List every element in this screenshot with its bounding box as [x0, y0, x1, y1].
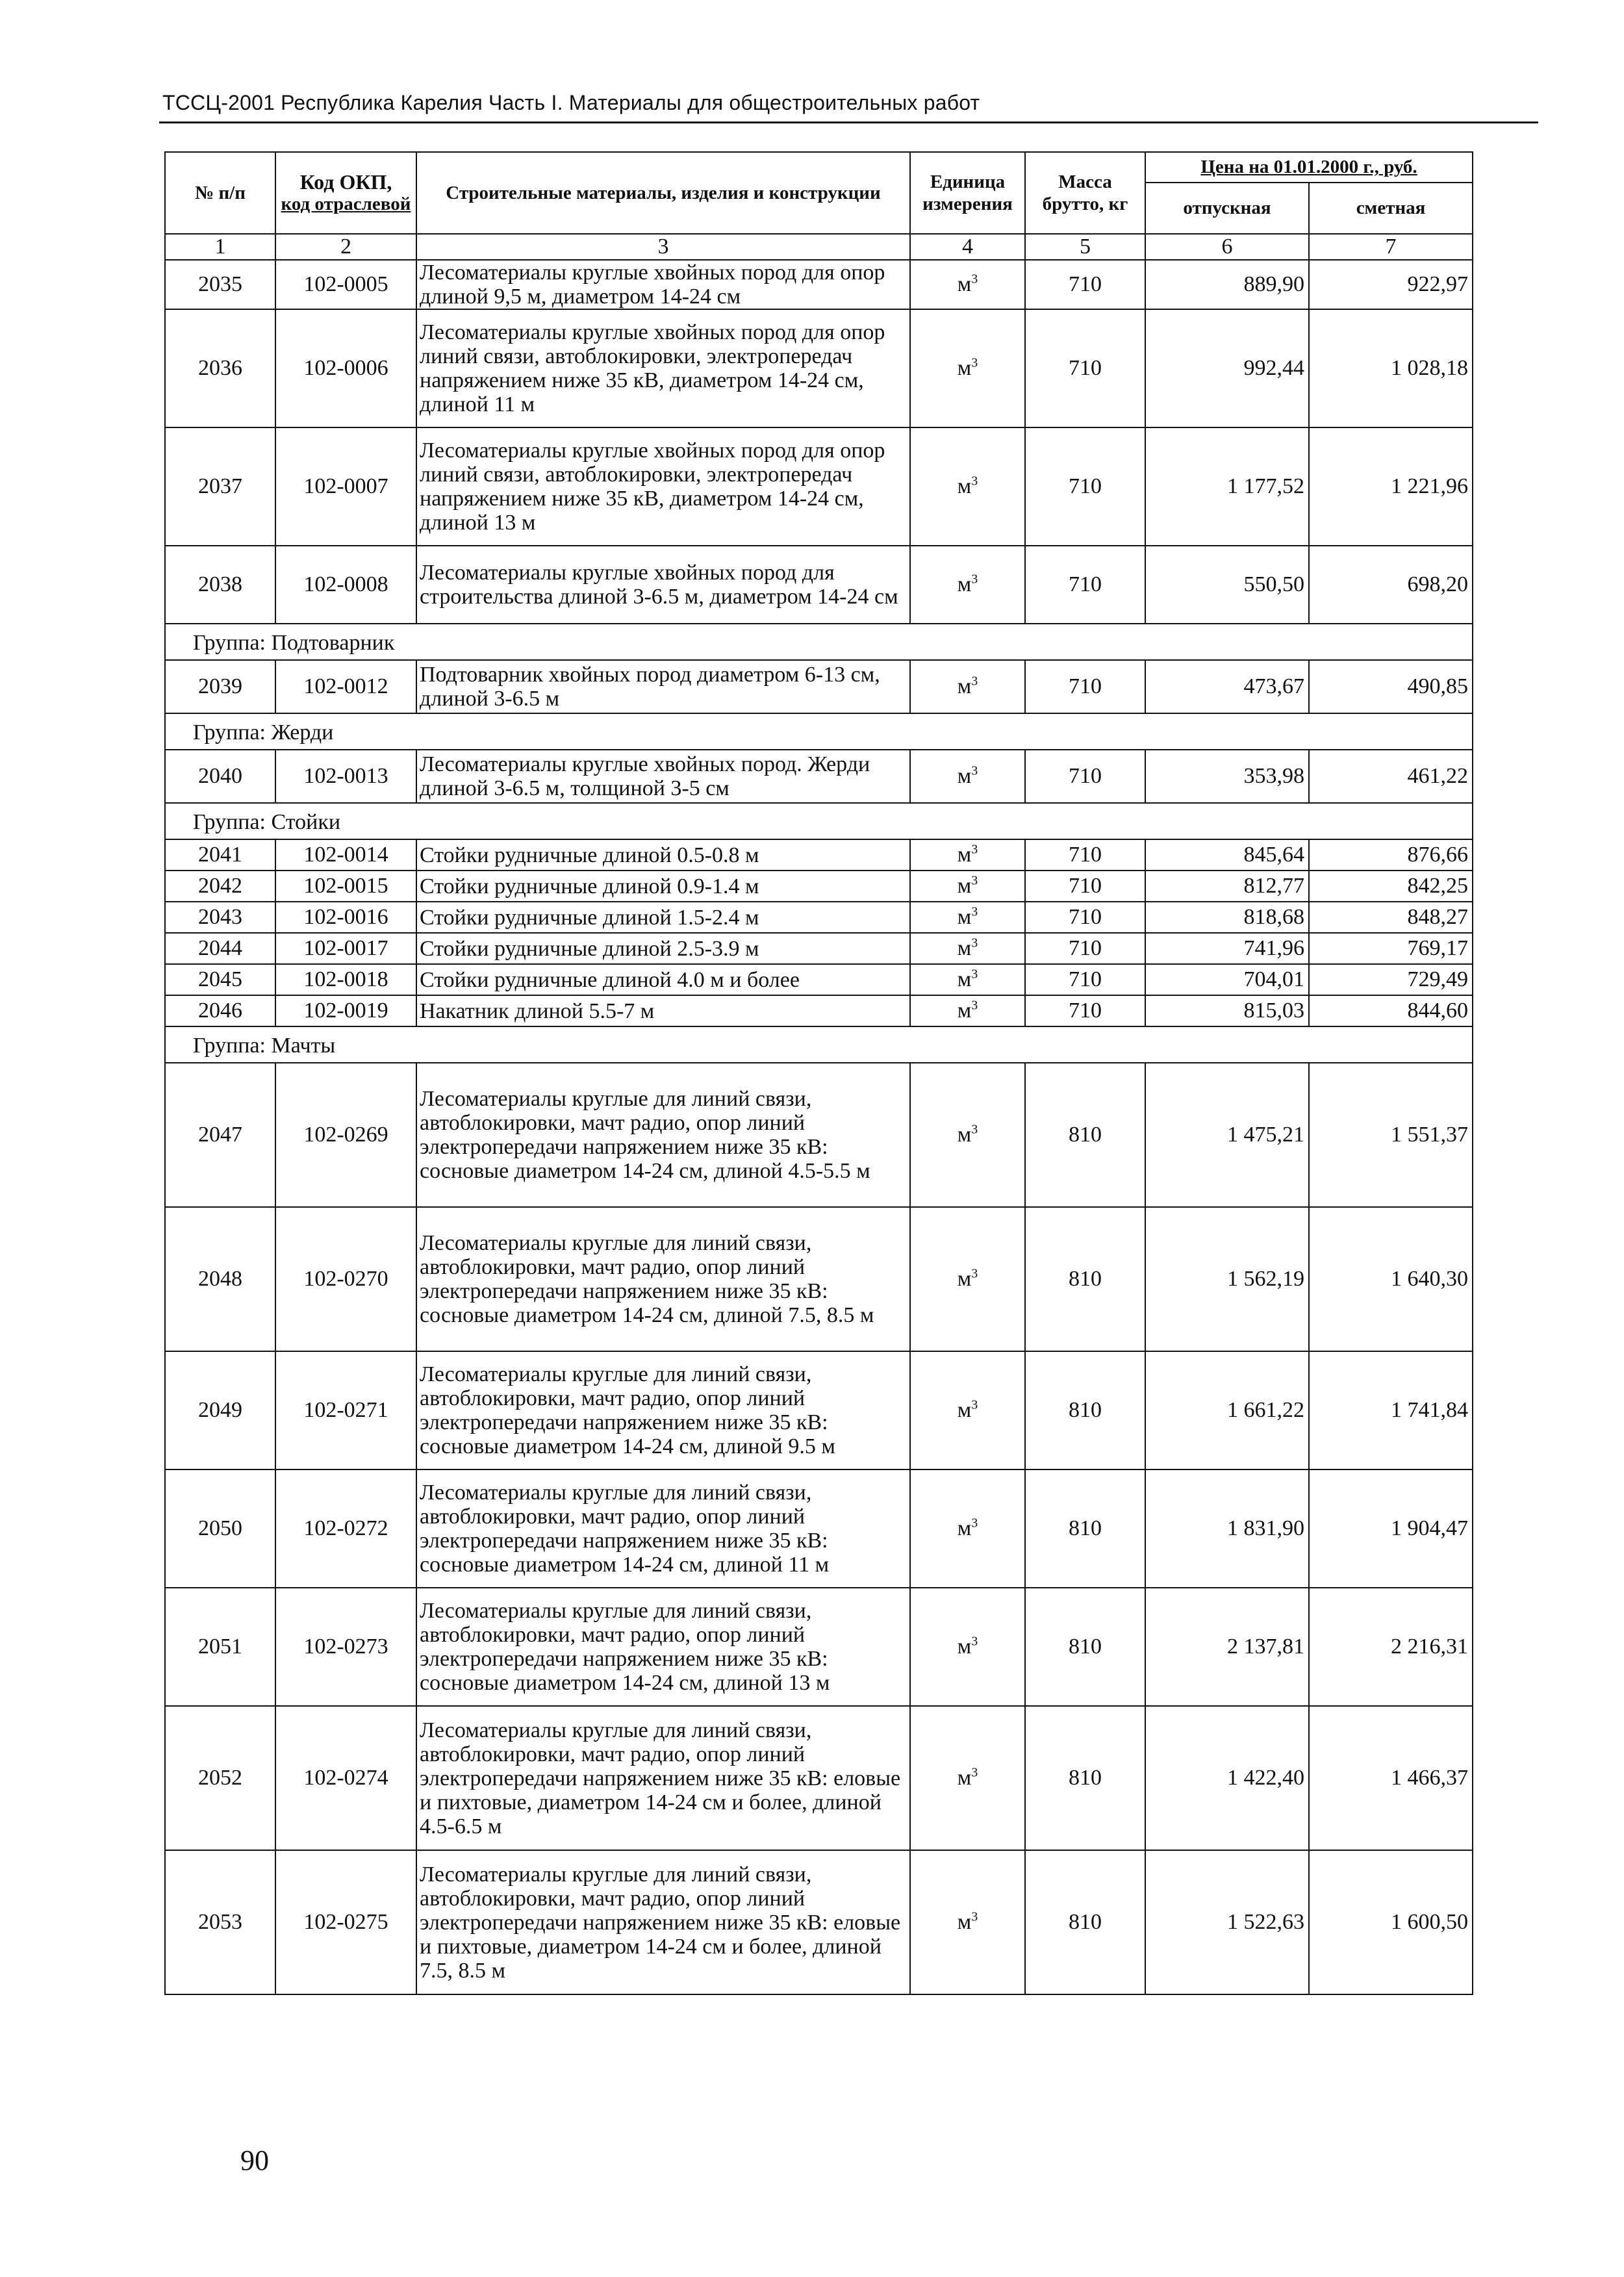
unit-cell	[910, 660, 1025, 713]
price-estimate-cell: 876,66	[1309, 839, 1473, 871]
price-release-cell: 889,90	[1145, 260, 1309, 309]
row-number: 2052	[165, 1706, 275, 1850]
price-estimate-cell: 1 551,37	[1309, 1063, 1473, 1207]
price-release-cell: 1 422,40	[1145, 1706, 1309, 1850]
mass-cell: 710	[1025, 995, 1145, 1026]
mass-cell: 710	[1025, 933, 1145, 964]
mass-cell: 710	[1025, 427, 1145, 546]
unit-label: м	[957, 936, 972, 960]
row-number: 2047	[165, 1063, 275, 1207]
material-name: Лесоматериалы круглые для линий связи, автоблокировки, мачт радио, опор линий электропередачи напряжением ниже 35 кВ: еловые и пихтовые, диаметром 14-24 см и более, длиной 7.5, 8.5 м	[416, 1850, 910, 1994]
unit-cell	[910, 995, 1025, 1026]
price-estimate-cell: 1 600,50	[1309, 1850, 1473, 1994]
price-release-cell: 1 831,90	[1145, 1469, 1309, 1588]
unit-cell	[910, 1706, 1025, 1850]
header-price: Цена на 01.01.2000 г., руб.	[1145, 152, 1473, 183]
column-index: 5	[1025, 234, 1145, 260]
price-release-cell: 992,44	[1145, 309, 1309, 427]
price-release-cell: 815,03	[1145, 995, 1309, 1026]
row-number: 2051	[165, 1588, 275, 1706]
okp-code: 102-0013	[275, 750, 416, 803]
okp-code: 102-0006	[275, 309, 416, 427]
okp-code: 102-0016	[275, 902, 416, 933]
header-price-release: отпускная	[1145, 183, 1309, 234]
mass-cell: 710	[1025, 750, 1145, 803]
unit-label: м	[957, 764, 972, 788]
unit-label: м	[957, 874, 972, 898]
price-estimate-cell: 1 904,47	[1309, 1469, 1473, 1588]
unit-cell	[910, 1588, 1025, 1706]
material-name: Стойки рудничные длиной 1.5-2.4 м	[416, 902, 910, 933]
price-estimate-cell: 1 640,30	[1309, 1207, 1473, 1351]
unit-cell	[910, 1351, 1025, 1469]
group-heading-row	[165, 803, 1473, 839]
table-row	[165, 1207, 1473, 1351]
price-estimate-cell: 1 741,84	[1309, 1351, 1473, 1469]
table-row	[165, 1351, 1473, 1469]
unit-label: м	[957, 843, 972, 867]
column-index: 6	[1145, 234, 1309, 260]
unit-exponent: 3	[971, 674, 978, 689]
row-number: 2050	[165, 1469, 275, 1588]
price-estimate-cell: 848,27	[1309, 902, 1473, 933]
group-heading-row	[165, 624, 1473, 660]
row-number: 2046	[165, 995, 275, 1026]
mass-cell: 710	[1025, 309, 1145, 427]
unit-label: м	[957, 1766, 972, 1790]
column-index: 3	[416, 234, 910, 260]
okp-code: 102-0019	[275, 995, 416, 1026]
unit-label: м	[957, 1267, 972, 1291]
page-header-title: ТССЦ-2001 Республика Карелия Часть I. Материалы для общестроительных работ	[162, 91, 980, 114]
page-number: 90	[240, 2144, 269, 2176]
material-name: Накатник длиной 5.5-7 м	[416, 995, 910, 1026]
price-estimate-cell: 461,22	[1309, 750, 1473, 803]
row-number: 2042	[165, 871, 275, 902]
unit-exponent: 3	[971, 1634, 978, 1649]
unit-exponent: 3	[971, 1909, 978, 1924]
unit-exponent: 3	[971, 1397, 978, 1412]
mass-cell: 810	[1025, 1351, 1145, 1469]
price-estimate-cell: 1 466,37	[1309, 1706, 1473, 1850]
unit-cell	[910, 260, 1025, 309]
material-name: Лесоматериалы круглые для линий связи, автоблокировки, мачт радио, опор линий электропередачи напряжением ниже 35 кВ: сосновые диаметром 14-24 см, длиной 9.5 м	[416, 1351, 910, 1469]
unit-cell	[910, 750, 1025, 803]
unit-cell	[910, 1063, 1025, 1207]
unit-cell	[910, 871, 1025, 902]
header-material: Строительные материалы, изделия и конструкции	[416, 152, 910, 234]
table-row	[165, 964, 1473, 995]
group-heading: Группа: Стойки	[165, 803, 1473, 839]
unit-exponent: 3	[971, 1266, 978, 1281]
material-name: Подтоварник хвойных пород диаметром 6-13 см, длиной 3-6.5 м	[416, 660, 910, 713]
unit-exponent: 3	[971, 1516, 978, 1531]
material-name: Лесоматериалы круглые хвойных пород для опор линий связи, автоблокировки, электропередач напряжением ниже 35 кВ, диаметром 14-24 см, длиной 13 м	[416, 427, 910, 546]
row-number: 2037	[165, 427, 275, 546]
unit-exponent: 3	[971, 967, 978, 982]
unit-label: м	[957, 356, 972, 380]
unit-cell	[910, 546, 1025, 624]
table-row	[165, 1469, 1473, 1588]
unit-cell	[910, 427, 1025, 546]
mass-cell: 810	[1025, 1588, 1145, 1706]
table-row	[165, 1850, 1473, 1994]
mass-cell: 710	[1025, 660, 1145, 713]
mass-cell: 710	[1025, 260, 1145, 309]
mass-cell: 710	[1025, 871, 1145, 902]
price-release-cell: 741,96	[1145, 933, 1309, 964]
price-estimate-cell: 698,20	[1309, 546, 1473, 624]
table-row	[165, 750, 1473, 803]
mass-cell: 710	[1025, 546, 1145, 624]
okp-code: 102-0269	[275, 1063, 416, 1207]
unit-label: м	[957, 1398, 972, 1422]
header-okp	[275, 152, 416, 234]
price-release-cell: 2 137,81	[1145, 1588, 1309, 1706]
table-row	[165, 546, 1473, 624]
column-index: 4	[910, 234, 1025, 260]
row-number: 2053	[165, 1850, 275, 1994]
unit-exponent: 3	[971, 355, 978, 370]
material-name: Лесоматериалы круглые для линий связи, автоблокировки, мачт радио, опор линий электропередачи напряжением ниже 35 кВ: сосновые диаметром 14-24 см, длиной 11 м	[416, 1469, 910, 1588]
unit-cell	[910, 839, 1025, 871]
header-mass: Масса брутто, кг	[1025, 152, 1145, 234]
row-number: 2044	[165, 933, 275, 964]
price-release-cell: 812,77	[1145, 871, 1309, 902]
mass-cell: 810	[1025, 1207, 1145, 1351]
unit-exponent: 3	[971, 873, 978, 888]
price-release-cell: 473,67	[1145, 660, 1309, 713]
table-row	[165, 871, 1473, 902]
unit-label: м	[957, 967, 972, 991]
unit-exponent: 3	[971, 474, 978, 489]
price-release-cell: 704,01	[1145, 964, 1309, 995]
okp-code: 102-0012	[275, 660, 416, 713]
material-name: Лесоматериалы круглые хвойных пород. Жерди длиной 3-6.5 м, толщиной 3-5 см	[416, 750, 910, 803]
mass-cell: 810	[1025, 1850, 1145, 1994]
price-estimate-cell: 729,49	[1309, 964, 1473, 995]
unit-label: м	[957, 272, 972, 296]
material-name: Лесоматериалы круглые хвойных пород для опор линий связи, автоблокировки, электропередач напряжением ниже 35 кВ, диаметром 14-24 см, длиной 11 м	[416, 309, 910, 427]
table-row	[165, 1588, 1473, 1706]
group-heading: Группа: Подтоварник	[165, 624, 1473, 660]
unit-label: м	[957, 905, 972, 929]
material-name: Лесоматериалы круглые для линий связи, автоблокировки, мачт радио, опор линий электропередачи напряжением ниже 35 кВ: сосновые диаметром 14-24 см, длиной 13 м	[416, 1588, 910, 1706]
header-okp-bottom: код отраслевой	[281, 194, 411, 214]
okp-code: 102-0275	[275, 1850, 416, 1994]
mass-cell: 810	[1025, 1706, 1145, 1850]
price-estimate-cell: 922,97	[1309, 260, 1473, 309]
table-row	[165, 1063, 1473, 1207]
price-release-cell: 1 562,19	[1145, 1207, 1309, 1351]
row-number: 2039	[165, 660, 275, 713]
okp-code: 102-0015	[275, 871, 416, 902]
price-release-cell: 550,50	[1145, 546, 1309, 624]
unit-exponent: 3	[971, 935, 978, 950]
unit-exponent: 3	[971, 1122, 978, 1137]
group-heading: Группа: Мачты	[165, 1026, 1473, 1063]
table-row	[165, 309, 1473, 427]
row-number: 2036	[165, 309, 275, 427]
price-release-cell: 1 177,52	[1145, 427, 1309, 546]
row-number: 2045	[165, 964, 275, 995]
group-heading-row	[165, 1026, 1473, 1063]
price-release-cell: 353,98	[1145, 750, 1309, 803]
material-name: Лесоматериалы круглые для линий связи, автоблокировки, мачт радио, опор линий электропередачи напряжением ниже 35 кВ: еловые и пихтовые, диаметром 14-24 см и более, длиной 4.5-6.5 м	[416, 1706, 910, 1850]
unit-cell	[910, 309, 1025, 427]
group-heading-row	[165, 713, 1473, 750]
price-estimate-cell: 1 028,18	[1309, 309, 1473, 427]
table-row	[165, 839, 1473, 871]
unit-cell	[910, 933, 1025, 964]
unit-cell	[910, 902, 1025, 933]
unit-exponent: 3	[971, 1765, 978, 1780]
unit-label: м	[957, 572, 972, 596]
unit-label: м	[957, 999, 972, 1023]
unit-cell	[910, 964, 1025, 995]
row-number: 2035	[165, 260, 275, 309]
header-num: № п/п	[165, 152, 275, 234]
unit-label: м	[957, 1910, 972, 1934]
column-index: 2	[275, 234, 416, 260]
mass-cell: 810	[1025, 1469, 1145, 1588]
okp-code: 102-0007	[275, 427, 416, 546]
header-rule	[159, 121, 1538, 123]
price-estimate-cell: 490,85	[1309, 660, 1473, 713]
row-number: 2043	[165, 902, 275, 933]
okp-code: 102-0008	[275, 546, 416, 624]
material-name: Стойки рудничные длиной 0.9-1.4 м	[416, 871, 910, 902]
unit-exponent: 3	[971, 998, 978, 1013]
unit-cell	[910, 1469, 1025, 1588]
unit-label: м	[957, 1516, 972, 1540]
price-release-cell: 845,64	[1145, 839, 1309, 871]
row-number: 2049	[165, 1351, 275, 1469]
table-row	[165, 933, 1473, 964]
price-release-cell: 1 661,22	[1145, 1351, 1309, 1469]
price-estimate-cell: 842,25	[1309, 871, 1473, 902]
material-name: Лесоматериалы круглые для линий связи, автоблокировки, мачт радио, опор линий электропередачи напряжением ниже 35 кВ: сосновые диаметром 14-24 см, длиной 4.5-5.5 м	[416, 1063, 910, 1207]
mass-cell: 710	[1025, 964, 1145, 995]
table-row	[165, 660, 1473, 713]
price-release-cell: 818,68	[1145, 902, 1309, 933]
material-name: Лесоматериалы круглые хвойных пород для опор длиной 9,5 м, диаметром 14-24 см	[416, 260, 910, 309]
column-index: 7	[1309, 234, 1473, 260]
table-row	[165, 995, 1473, 1026]
okp-code: 102-0272	[275, 1469, 416, 1588]
price-estimate-cell: 769,17	[1309, 933, 1473, 964]
unit-label: м	[957, 1635, 972, 1659]
mass-cell: 810	[1025, 1063, 1145, 1207]
unit-label: м	[957, 474, 972, 498]
row-number: 2048	[165, 1207, 275, 1351]
header-unit: Единица измерения	[910, 152, 1025, 234]
unit-label: м	[957, 674, 972, 698]
table-header-row	[165, 152, 1473, 183]
row-number: 2041	[165, 839, 275, 871]
material-name: Стойки рудничные длиной 2.5-3.9 м	[416, 933, 910, 964]
table-row	[165, 1706, 1473, 1850]
unit-exponent: 3	[971, 904, 978, 919]
mass-cell: 710	[1025, 839, 1145, 871]
okp-code: 102-0274	[275, 1706, 416, 1850]
okp-code: 102-0005	[275, 260, 416, 309]
unit-cell	[910, 1850, 1025, 1994]
unit-label: м	[957, 1123, 972, 1147]
header-okp-top: Код ОКП,	[299, 170, 392, 194]
price-release-cell: 1 522,63	[1145, 1850, 1309, 1994]
unit-exponent: 3	[971, 763, 978, 778]
price-release-cell: 1 475,21	[1145, 1063, 1309, 1207]
unit-exponent: 3	[971, 842, 978, 857]
table-row	[165, 902, 1473, 933]
price-estimate-cell: 1 221,96	[1309, 427, 1473, 546]
okp-code: 102-0014	[275, 839, 416, 871]
group-heading: Группа: Жерди	[165, 713, 1473, 750]
material-name: Стойки рудничные длиной 4.0 м и более	[416, 964, 910, 995]
materials-table	[164, 151, 1473, 1995]
mass-cell: 710	[1025, 902, 1145, 933]
table-row	[165, 427, 1473, 546]
price-estimate-cell: 844,60	[1309, 995, 1473, 1026]
table-row	[165, 260, 1473, 309]
column-index: 1	[165, 234, 275, 260]
material-name: Лесоматериалы круглые для линий связи, автоблокировки, мачт радио, опор линий электропередачи напряжением ниже 35 кВ: сосновые диаметром 14-24 см, длиной 7.5, 8.5 м	[416, 1207, 910, 1351]
header-price-estimate: сметная	[1309, 183, 1473, 234]
column-index-row	[165, 234, 1473, 260]
price-estimate-cell: 2 216,31	[1309, 1588, 1473, 1706]
material-name: Стойки рудничные длиной 0.5-0.8 м	[416, 839, 910, 871]
okp-code: 102-0018	[275, 964, 416, 995]
unit-exponent: 3	[971, 272, 978, 286]
okp-code: 102-0017	[275, 933, 416, 964]
row-number: 2038	[165, 546, 275, 624]
okp-code: 102-0273	[275, 1588, 416, 1706]
okp-code: 102-0271	[275, 1351, 416, 1469]
okp-code: 102-0270	[275, 1207, 416, 1351]
unit-exponent: 3	[971, 572, 978, 587]
unit-cell	[910, 1207, 1025, 1351]
row-number: 2040	[165, 750, 275, 803]
material-name: Лесоматериалы круглые хвойных пород для строительства длиной 3-6.5 м, диаметром 14-24 см	[416, 546, 910, 624]
